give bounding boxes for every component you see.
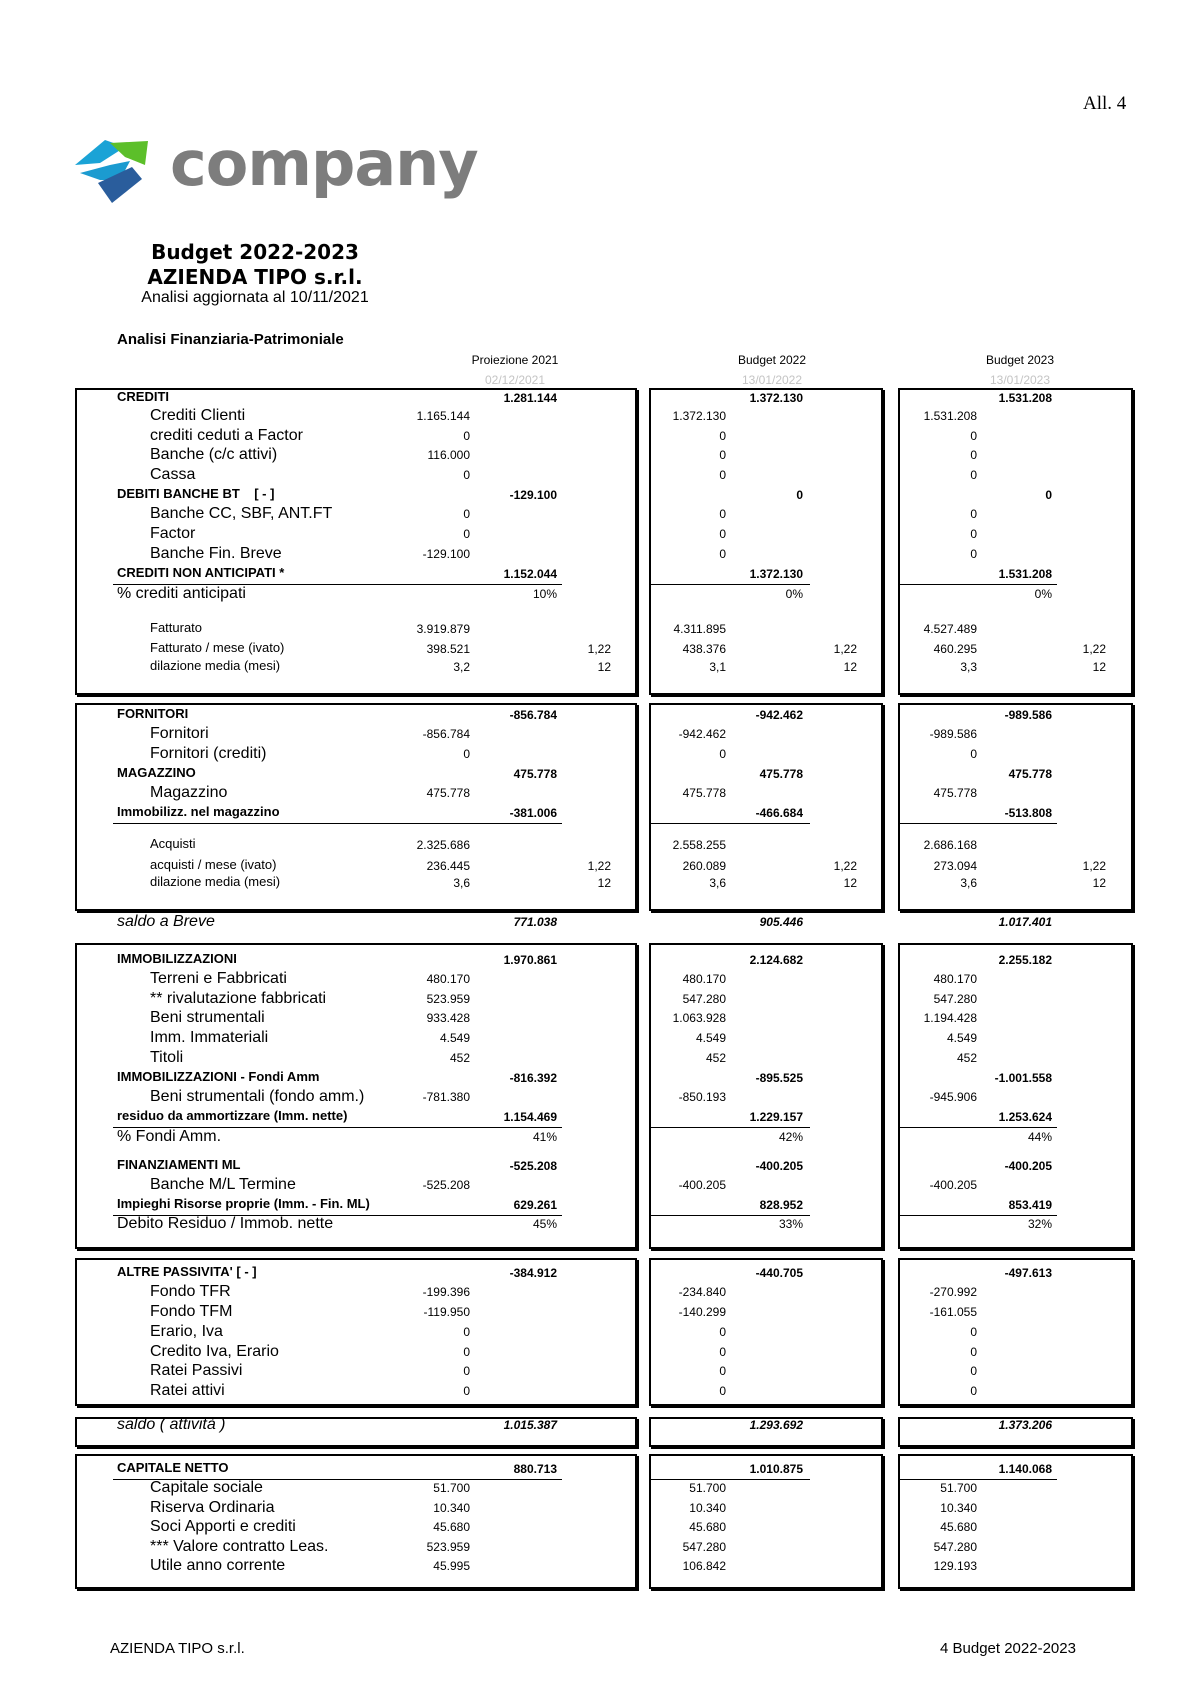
- value-fondo-amm-1: -850.193: [678, 1090, 726, 1104]
- value-fornitori-h-1: -942.462: [755, 708, 803, 722]
- value-fatturato-mese-1: 438.376: [682, 642, 726, 656]
- column-date-2022: 13/01/2022: [741, 373, 803, 387]
- value-acquisti-mese-1: 260.089: [682, 859, 726, 873]
- value-ratei-passivi-2: 0: [970, 1364, 977, 1378]
- company-logo-text: company: [170, 127, 478, 200]
- value-immobilizzazioni-1: 2.124.682: [749, 953, 803, 967]
- value-fornitori-h-2: -989.586: [1004, 708, 1052, 722]
- row-label-fondi-amm-h: IMMOBILIZZAZIONI - Fondi Amm: [117, 1069, 320, 1084]
- factor-dilazione-fatt-mesi-2: 12: [1092, 660, 1106, 674]
- row-label-fondo-amm: Beni strumentali (fondo amm.): [150, 1088, 365, 1105]
- value-terreni-0: 480.170: [426, 972, 470, 986]
- value-banche-cc-sbf-1: 0: [719, 507, 726, 521]
- total-underline-crediti-non-anticipati-1: [650, 584, 810, 585]
- row-label-soci-apporti: Soci Apporti e crediti: [150, 1518, 296, 1535]
- value-imm-immateriali-1: 4.549: [695, 1031, 726, 1045]
- value-acquisti-2: 2.686.168: [923, 838, 977, 852]
- value-riserva-ordinaria-0: 10.340: [433, 1501, 470, 1515]
- value-ratei-attivi-0: 0: [463, 1384, 470, 1398]
- value-banche-ml-1: -400.205: [678, 1178, 726, 1192]
- row-label-fondo-tfr: Fondo TFR: [150, 1283, 231, 1300]
- row-label-saldo-attivita: saldo ( attività ): [117, 1416, 226, 1433]
- row-label-residuo: residuo da ammortizzare (Imm. nette): [117, 1108, 348, 1123]
- row-label-credito-iva: Credito Iva, Erario: [150, 1343, 279, 1360]
- row-label-impieghi: Impieghi Risorse proprie (Imm. - Fin. ML): [117, 1196, 370, 1211]
- row-label-ratei-passivi: Ratei Passivi: [150, 1362, 243, 1379]
- value-fondi-amm-h-1: -895.525: [755, 1071, 803, 1085]
- value-pct-crediti-anticipati-0: 10%: [532, 587, 557, 601]
- value-acquisti-mese-0: 236.445: [426, 859, 470, 873]
- value-fondi-amm-h-0: -816.392: [509, 1071, 557, 1085]
- value-fondo-tfm-2: -161.055: [929, 1305, 977, 1319]
- value-crediti-ceduti-0: 0: [463, 429, 470, 443]
- value-magazzino-h-2: 475.778: [1008, 767, 1052, 781]
- value-saldo-breve-2: 1.017.401: [998, 915, 1052, 929]
- value-banche-ml-0: -525.208: [422, 1178, 470, 1192]
- value-credito-iva-2: 0: [970, 1345, 977, 1359]
- value-credito-iva-1: 0: [719, 1345, 726, 1359]
- factor-acquisti-mese-factor-2: 1,22: [1082, 859, 1106, 873]
- value-acquisti-1: 2.558.255: [672, 838, 726, 852]
- row-label-ratei-attivi: Ratei attivi: [150, 1382, 225, 1399]
- value-altre-passivita-2: -497.613: [1004, 1266, 1052, 1280]
- value-pct-fondi-2: 44%: [1027, 1130, 1052, 1144]
- value-fornitori-crediti-1: 0: [719, 747, 726, 761]
- total-underline-immobilizz-magazzino-0: [113, 823, 562, 824]
- row-label-titoli: Titoli: [150, 1049, 184, 1066]
- factor-dilazione-fatt-mesi-1: 12: [843, 660, 857, 674]
- section-title: Analisi Finanziaria-Patrimoniale: [117, 331, 344, 348]
- value-saldo-attivita-0: 1.015.387: [503, 1418, 557, 1432]
- value-credito-iva-0: 0: [463, 1345, 470, 1359]
- row-label-immobilizzazioni: IMMOBILIZZAZIONI: [117, 951, 237, 966]
- value-titoli-2: 452: [956, 1051, 977, 1065]
- value-debito-residuo-1: 33%: [778, 1217, 803, 1231]
- row-label-magazzino: Magazzino: [150, 784, 228, 801]
- row-label-fatturato: Fatturato: [150, 620, 203, 635]
- value-crediti-non-anticipati-1: 1.372.130: [749, 567, 803, 581]
- value-crediti-ceduti-1: 0: [719, 429, 726, 443]
- value-valore-leas-0: 523.959: [426, 1540, 470, 1554]
- value-rivalutazione-2: 547.280: [933, 992, 977, 1006]
- value-dilazione-fatt-1: 3,1: [709, 660, 726, 674]
- value-immobilizzazioni-2: 2.255.182: [998, 953, 1052, 967]
- value-crediti-clienti-1: 1.372.130: [672, 409, 726, 423]
- footer-company: AZIENDA TIPO s.r.l.: [110, 1640, 245, 1657]
- value-immobilizz-magazzino-2: -513.808: [1004, 806, 1052, 820]
- value-fondo-amm-0: -781.380: [422, 1090, 470, 1104]
- value-titoli-0: 452: [449, 1051, 470, 1065]
- row-label-banche-fin-breve: Banche Fin. Breve: [150, 545, 282, 562]
- value-crediti-clienti-2: 1.531.208: [923, 409, 977, 423]
- value-saldo-breve-0: 771.038: [513, 915, 557, 929]
- value-fondo-tfr-1: -234.840: [678, 1285, 726, 1299]
- row-label-pct-fondi: % Fondi Amm.: [117, 1128, 222, 1145]
- value-factor-0: 0: [463, 527, 470, 541]
- value-beni-strumentali-1: 1.063.928: [672, 1011, 726, 1025]
- factor-fatturato-mese-factor-0: 1,22: [587, 642, 611, 656]
- value-fornitori-crediti-2: 0: [970, 747, 977, 761]
- footer-page: 4 Budget 2022-2023: [940, 1640, 1076, 1657]
- value-beni-strumentali-0: 933.428: [426, 1011, 470, 1025]
- row-label-dilazione-acq: dilazione media (mesi): [150, 874, 281, 889]
- row-label-immobilizz-magazzino: Immobilizz. nel magazzino: [117, 804, 280, 819]
- value-fondo-tfr-0: -199.396: [422, 1285, 470, 1299]
- company-logo-icon: [70, 135, 150, 205]
- value-immobilizz-magazzino-1: -466.684: [755, 806, 803, 820]
- value-crediti-0: 1.281.144: [503, 391, 557, 405]
- value-valore-leas-2: 547.280: [933, 1540, 977, 1554]
- row-label-fornitori-crediti: Fornitori (crediti): [150, 745, 267, 762]
- value-residuo-1: 1.229.157: [749, 1110, 803, 1124]
- value-saldo-attivita-2: 1.373.206: [998, 1418, 1052, 1432]
- factor-acquisti-mese-factor-0: 1,22: [587, 859, 611, 873]
- value-imm-immateriali-2: 4.549: [946, 1031, 977, 1045]
- factor-dilazione-fatt-mesi-0: 12: [597, 660, 611, 674]
- value-cassa-2: 0: [970, 468, 977, 482]
- column-header-2022: Budget 2022: [737, 353, 807, 367]
- value-capitale-sociale-2: 51.700: [940, 1481, 977, 1495]
- value-terreni-1: 480.170: [682, 972, 726, 986]
- row-label-saldo-breve: saldo a Breve: [117, 913, 215, 930]
- value-saldo-attivita-1: 1.293.692: [749, 1418, 803, 1432]
- value-acquisti-0: 2.325.686: [416, 838, 470, 852]
- value-debiti-banche-bt-0: -129.100: [509, 488, 557, 502]
- row-label-valore-leas: *** Valore contratto Leas.: [150, 1538, 329, 1555]
- row-label-factor: Factor: [150, 525, 196, 542]
- value-impieghi-1: 828.952: [759, 1198, 803, 1212]
- column-header-2021: Proiezione 2021: [471, 353, 559, 367]
- row-label-capitale-sociale: Capitale sociale: [150, 1479, 263, 1496]
- row-label-utile: Utile anno corrente: [150, 1557, 286, 1574]
- value-debiti-banche-bt-2: 0: [1045, 488, 1052, 502]
- analysis-date: Analisi aggiornata al 10/11/2021: [141, 289, 369, 306]
- value-ratei-attivi-1: 0: [719, 1384, 726, 1398]
- total-underline-immobilizz-magazzino-2: [899, 823, 1057, 824]
- row-label-beni-strumentali: Beni strumentali: [150, 1009, 265, 1026]
- value-ratei-passivi-0: 0: [463, 1364, 470, 1378]
- passivita-box-2023: [898, 1258, 1133, 1406]
- value-banche-cc-attivi-1: 0: [719, 448, 726, 462]
- row-label-debiti-banche-bt: DEBITI BANCHE BT [ - ]: [117, 486, 275, 501]
- row-label-banche-cc-sbf: Banche CC, SBF, ANT.FT: [150, 505, 333, 522]
- value-capitale-netto-0: 880.713: [513, 1462, 557, 1476]
- factor-dilazione-acq-mesi-1: 12: [843, 876, 857, 890]
- factor-acquisti-mese-factor-1: 1,22: [833, 859, 857, 873]
- row-label-rivalutazione: ** rivalutazione fabbricati: [150, 990, 327, 1007]
- company-name: AZIENDA TIPO s.r.l.: [147, 265, 363, 289]
- value-cassa-0: 0: [463, 468, 470, 482]
- row-label-acquisti-mese: acquisti / mese (ivato): [150, 857, 277, 872]
- value-fondo-amm-2: -945.906: [929, 1090, 977, 1104]
- value-crediti-clienti-0: 1.165.144: [416, 409, 470, 423]
- value-fatturato-1: 4.311.895: [673, 622, 726, 636]
- value-debito-residuo-2: 32%: [1027, 1217, 1052, 1231]
- value-magazzino-2: 475.778: [933, 786, 977, 800]
- value-banche-fin-breve-1: 0: [719, 547, 726, 561]
- value-magazzino-0: 475.778: [426, 786, 470, 800]
- value-acquisti-mese-2: 273.094: [933, 859, 977, 873]
- value-imm-immateriali-0: 4.549: [439, 1031, 470, 1045]
- value-finanziamenti-ml-2: -400.205: [1004, 1159, 1052, 1173]
- value-erario-iva-2: 0: [970, 1325, 977, 1339]
- value-banche-cc-attivi-0: 116.000: [427, 448, 470, 462]
- row-label-fondo-tfm: Fondo TFM: [150, 1303, 233, 1320]
- column-date-2023: 13/01/2023: [989, 373, 1051, 387]
- row-label-erario-iva: Erario, Iva: [150, 1323, 223, 1340]
- value-residuo-2: 1.253.624: [998, 1110, 1052, 1124]
- value-fondo-tfm-0: -119.950: [423, 1305, 470, 1319]
- row-label-crediti-clienti: Crediti Clienti: [150, 407, 246, 424]
- column-header-2023: Budget 2023: [985, 353, 1055, 367]
- company-logo: [70, 127, 478, 210]
- value-riserva-ordinaria-1: 10.340: [689, 1501, 726, 1515]
- value-crediti-2: 1.531.208: [998, 391, 1052, 405]
- value-factor-2: 0: [970, 527, 977, 541]
- row-label-banche-cc-attivi: Banche (c/c attivi): [150, 446, 278, 463]
- factor-dilazione-acq-mesi-0: 12: [597, 876, 611, 890]
- value-terreni-2: 480.170: [933, 972, 977, 986]
- value-altre-passivita-0: -384.912: [509, 1266, 557, 1280]
- value-immobilizzazioni-0: 1.970.861: [503, 953, 557, 967]
- factor-dilazione-acq-mesi-2: 12: [1092, 876, 1106, 890]
- row-label-terreni: Terreni e Fabbricati: [150, 970, 287, 987]
- value-titoli-1: 452: [705, 1051, 726, 1065]
- value-debito-residuo-0: 45%: [532, 1217, 557, 1231]
- value-fondo-tfm-1: -140.299: [678, 1305, 726, 1319]
- value-pct-crediti-anticipati-2: 0%: [1034, 587, 1052, 601]
- value-banche-ml-2: -400.205: [929, 1178, 977, 1192]
- value-magazzino-h-0: 475.778: [513, 767, 557, 781]
- row-label-magazzino-h: MAGAZZINO: [117, 765, 196, 780]
- row-label-fatturato-mese: Fatturato / mese (ivato): [150, 640, 285, 655]
- value-rivalutazione-0: 523.959: [426, 992, 470, 1006]
- value-debiti-banche-bt-1: 0: [796, 488, 803, 502]
- value-riserva-ordinaria-2: 10.340: [940, 1501, 977, 1515]
- value-magazzino-1: 475.778: [682, 786, 726, 800]
- value-crediti-non-anticipati-2: 1.531.208: [998, 567, 1052, 581]
- row-label-fornitori-h: FORNITORI: [117, 706, 189, 721]
- row-label-crediti-non-anticipati: CREDITI NON ANTICIPATI *: [117, 565, 285, 580]
- factor-fatturato-mese-factor-2: 1,22: [1082, 642, 1106, 656]
- total-underline-impieghi-2: [899, 1215, 1057, 1216]
- value-ratei-attivi-2: 0: [970, 1384, 977, 1398]
- row-label-finanziamenti-ml: FINANZIAMENTI ML: [117, 1157, 241, 1172]
- value-fatturato-2: 4.527.489: [923, 622, 977, 636]
- value-crediti-ceduti-2: 0: [970, 429, 977, 443]
- page-title: Budget 2022-2023: [151, 240, 359, 264]
- value-utile-1: 106.842: [682, 1559, 726, 1573]
- value-magazzino-h-1: 475.778: [759, 767, 803, 781]
- value-fornitori-h-0: -856.784: [509, 708, 557, 722]
- value-utile-0: 45.995: [433, 1559, 470, 1573]
- value-impieghi-0: 629.261: [513, 1198, 557, 1212]
- value-impieghi-2: 853.419: [1008, 1198, 1052, 1212]
- value-dilazione-fatt-0: 3,2: [453, 660, 470, 674]
- row-label-pct-crediti-anticipati: % crediti anticipati: [117, 585, 246, 602]
- value-crediti-non-anticipati-0: 1.152.044: [503, 567, 557, 581]
- value-banche-fin-breve-2: 0: [970, 547, 977, 561]
- value-banche-cc-attivi-2: 0: [970, 448, 977, 462]
- column-date-2021: 02/12/2021: [484, 373, 546, 387]
- value-valore-leas-1: 547.280: [682, 1540, 726, 1554]
- value-crediti-1: 1.372.130: [749, 391, 803, 405]
- total-underline-capitale-netto-1: [650, 1479, 810, 1480]
- value-banche-fin-breve-0: -129.100: [422, 547, 470, 561]
- value-soci-apporti-1: 45.680: [689, 1520, 726, 1534]
- total-underline-residuo-2: [899, 1127, 1057, 1128]
- row-label-acquisti: Acquisti: [150, 836, 196, 851]
- row-label-crediti: CREDITI: [117, 389, 169, 404]
- value-fornitori-crediti-0: 0: [463, 747, 470, 761]
- value-residuo-0: 1.154.469: [503, 1110, 557, 1124]
- row-label-cassa: Cassa: [150, 466, 196, 483]
- value-finanziamenti-ml-1: -400.205: [755, 1159, 803, 1173]
- value-fatturato-mese-0: 398.521: [426, 642, 470, 656]
- value-fornitori-0: -856.784: [422, 727, 470, 741]
- value-erario-iva-1: 0: [719, 1325, 726, 1339]
- value-fatturato-mese-2: 460.295: [933, 642, 977, 656]
- total-underline-crediti-non-anticipati-2: [899, 584, 1057, 585]
- value-soci-apporti-2: 45.680: [940, 1520, 977, 1534]
- factor-fatturato-mese-factor-1: 1,22: [833, 642, 857, 656]
- value-factor-1: 0: [719, 527, 726, 541]
- row-label-dilazione-fatt: dilazione media (mesi): [150, 658, 281, 673]
- value-beni-strumentali-2: 1.194.428: [923, 1011, 977, 1025]
- value-dilazione-fatt-2: 3,3: [960, 660, 977, 674]
- attachment-label: All. 4: [1083, 93, 1127, 114]
- value-finanziamenti-ml-0: -525.208: [509, 1159, 557, 1173]
- total-underline-residuo-1: [650, 1127, 810, 1128]
- row-label-capitale-netto: CAPITALE NETTO: [117, 1460, 229, 1475]
- value-fatturato-0: 3.919.879: [416, 622, 470, 636]
- total-underline-capitale-netto-2: [899, 1479, 1057, 1480]
- value-cassa-1: 0: [719, 468, 726, 482]
- value-soci-apporti-0: 45.680: [433, 1520, 470, 1534]
- value-dilazione-acq-1: 3,6: [709, 876, 726, 890]
- value-banche-cc-sbf-2: 0: [970, 507, 977, 521]
- row-label-riserva-ordinaria: Riserva Ordinaria: [150, 1499, 275, 1516]
- value-pct-fondi-1: 42%: [778, 1130, 803, 1144]
- value-pct-fondi-0: 41%: [532, 1130, 557, 1144]
- row-label-imm-immateriali: Imm. Immateriali: [150, 1029, 269, 1046]
- value-fondo-tfr-2: -270.992: [929, 1285, 977, 1299]
- value-capitale-netto-2: 1.140.068: [998, 1462, 1052, 1476]
- value-fornitori-2: -989.586: [929, 727, 977, 741]
- value-capitale-sociale-1: 51.700: [689, 1481, 726, 1495]
- value-fondi-amm-h-2: -1.001.558: [994, 1071, 1052, 1085]
- value-utile-2: 129.193: [933, 1559, 977, 1573]
- row-label-debito-residuo: Debito Residuo / Immob. nette: [117, 1215, 334, 1232]
- value-capitale-netto-1: 1.010.875: [749, 1462, 803, 1476]
- value-rivalutazione-1: 547.280: [682, 992, 726, 1006]
- value-dilazione-acq-0: 3,6: [453, 876, 470, 890]
- value-pct-crediti-anticipati-1: 0%: [785, 587, 803, 601]
- row-label-fornitori: Fornitori: [150, 725, 209, 742]
- value-capitale-sociale-0: 51.700: [433, 1481, 470, 1495]
- passivita-box-2022: [649, 1258, 883, 1406]
- value-dilazione-acq-2: 3,6: [960, 876, 977, 890]
- total-underline-immobilizz-magazzino-1: [650, 823, 810, 824]
- value-saldo-breve-1: 905.446: [759, 915, 803, 929]
- value-altre-passivita-1: -440.705: [755, 1266, 803, 1280]
- total-underline-impieghi-1: [650, 1215, 810, 1216]
- row-label-crediti-ceduti: crediti ceduti a Factor: [150, 427, 303, 444]
- value-ratei-passivi-1: 0: [719, 1364, 726, 1378]
- row-label-banche-ml: Banche M/L Termine: [150, 1176, 296, 1193]
- value-erario-iva-0: 0: [463, 1325, 470, 1339]
- row-label-altre-passivita: ALTRE PASSIVITA' [ - ]: [117, 1264, 257, 1279]
- value-banche-cc-sbf-0: 0: [463, 507, 470, 521]
- value-fornitori-1: -942.462: [678, 727, 726, 741]
- value-immobilizz-magazzino-0: -381.006: [509, 806, 557, 820]
